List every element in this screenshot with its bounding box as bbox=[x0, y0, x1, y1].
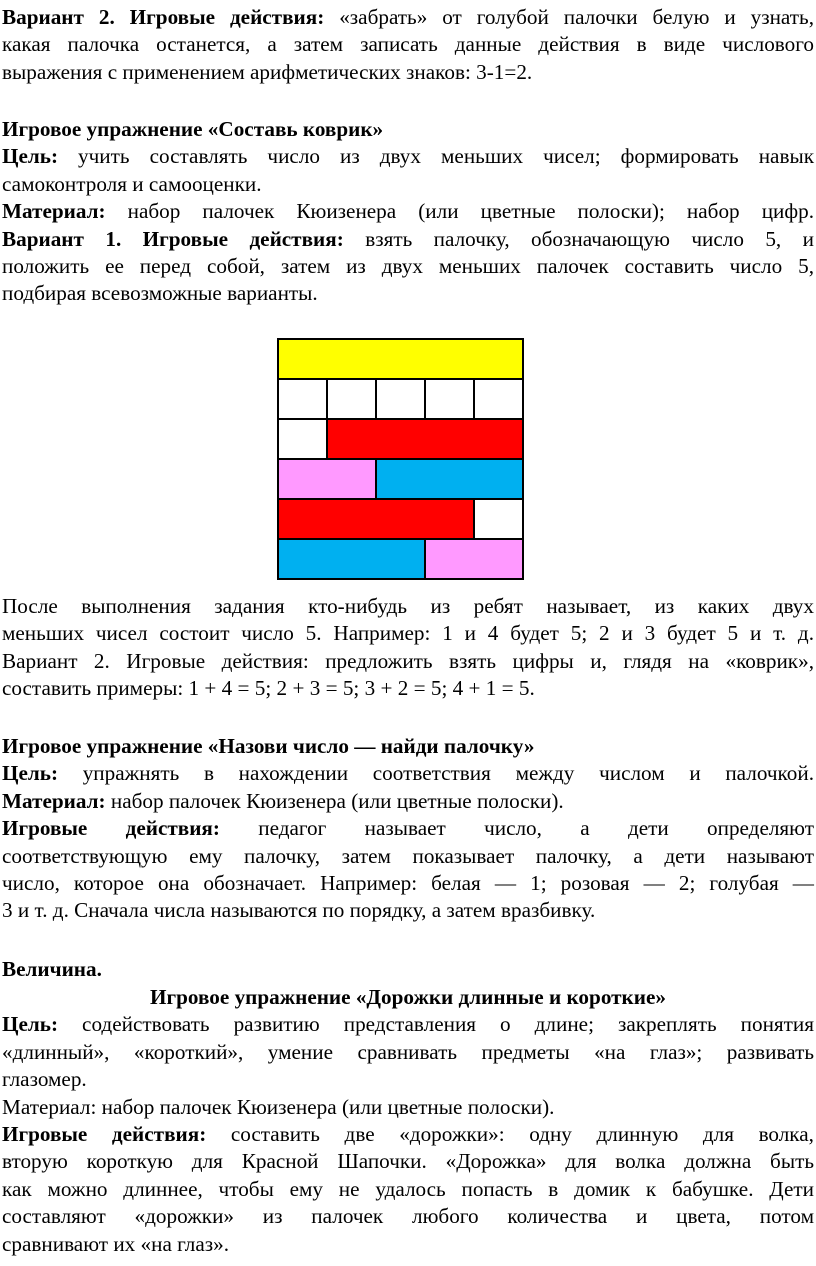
exercise1-variant-cont bbox=[2, 253, 814, 280]
goal-text: учить составлять число из двух меньших чисел; формировать навык bbox=[58, 144, 814, 169]
section-heading bbox=[2, 956, 814, 983]
exercise1-goal-cont bbox=[2, 171, 814, 198]
variant-label: Вариант 2. Игровые действия: bbox=[2, 5, 325, 29]
exercise2-actions-cont bbox=[2, 870, 814, 897]
exercise3-block bbox=[2, 984, 814, 1258]
exercise1-variant bbox=[2, 226, 814, 253]
material-label: Материал: bbox=[2, 788, 106, 813]
exercise3-goal-cont bbox=[2, 1039, 814, 1066]
mat-row bbox=[278, 539, 523, 579]
exercise3-goal bbox=[2, 1011, 814, 1038]
actions-text: вторую короткую для Красной Шапочки. «Дорожка» для волка должна быть bbox=[2, 1149, 814, 1174]
rod-white-1 bbox=[278, 419, 327, 459]
rod-pink-2 bbox=[278, 459, 376, 499]
exercise3-actions bbox=[2, 1121, 814, 1148]
actions-text: сравнивают их «на глаз». bbox=[2, 1231, 230, 1256]
exercise2-title-text: Игровое упражнение «Назови число — найди палочку» bbox=[2, 734, 535, 758]
intro-text: выражения с применением арифметических знаков: 3-1=2. bbox=[2, 59, 533, 84]
after-text: Вариант 2. Игровые действия: предложить взять цифры и, глядя на «коврик», bbox=[2, 648, 814, 673]
exercise1-variant-cont bbox=[2, 280, 814, 307]
goal-label: Цель: bbox=[2, 761, 59, 786]
goal-label: Цель: bbox=[2, 144, 59, 169]
intro-line bbox=[2, 4, 814, 31]
after-line bbox=[2, 648, 814, 675]
goal-text: упражнять в нахождении соответствия между числом и палочкой. bbox=[58, 761, 814, 786]
rod-red-4 bbox=[327, 419, 523, 459]
rod-blue-3 bbox=[376, 459, 523, 499]
exercise3-actions-cont bbox=[2, 1176, 814, 1203]
actions-text: 3 и т. д. Сначала числа называются по порядку, а затем вразбивку. bbox=[2, 898, 596, 923]
goal-text: самоконтроля и самооценки. bbox=[2, 171, 262, 196]
after-text: После выполнения задания кто-нибудь из ребят называет, из каких двух bbox=[2, 594, 814, 618]
exercise1-goal bbox=[2, 143, 814, 170]
exercise1-title bbox=[2, 116, 814, 143]
rod-pink-2 bbox=[425, 539, 523, 579]
cuisenaire-mat bbox=[277, 338, 524, 580]
variant-label: Вариант 1. Игровые действия: bbox=[2, 226, 344, 251]
after-text: составить примеры: 1 + 4 = 5; 2 + 3 = 5; 3 + 2 = 5; 4 + 1 = 5. bbox=[2, 676, 535, 701]
rod-white-1 bbox=[425, 379, 474, 419]
mat-row bbox=[278, 379, 523, 419]
exercise3-title bbox=[2, 984, 814, 1011]
rod-white-1 bbox=[278, 379, 327, 419]
variant-text: взять палочку, обозначающую число 5, и bbox=[343, 226, 814, 251]
exercise3-material bbox=[2, 1094, 814, 1121]
rod-white-1 bbox=[327, 379, 376, 419]
mat-row bbox=[278, 339, 523, 379]
exercise3-actions-cont bbox=[2, 1148, 814, 1175]
goal-text: глазомер. bbox=[2, 1067, 87, 1092]
goal-text: «длинный», «короткий», умение сравнивать предметы «на глаз»; развивать bbox=[2, 1039, 814, 1064]
material-text: набор палочек Кюизенера (или цветные полоски); набор цифр. bbox=[105, 199, 814, 224]
intro-line bbox=[2, 59, 814, 86]
exercise2-actions-cont bbox=[2, 843, 814, 870]
exercise2-goal bbox=[2, 760, 814, 787]
actions-text: составить две «дорожки»: одну длинную для волка, bbox=[206, 1122, 814, 1147]
rod-white-1 bbox=[376, 379, 425, 419]
rod-white-1 bbox=[474, 499, 523, 539]
actions-text: как можно длиннее, чтобы ему не удалось попасть в домик к бабушке. Дети bbox=[2, 1176, 814, 1201]
intro-text: «забрать» от голубой палочки белую и узнать, bbox=[324, 5, 814, 29]
exercise3-actions-cont bbox=[2, 1203, 814, 1230]
rod-blue-3 bbox=[278, 539, 425, 579]
actions-text: составляют «дорожки» из палочек любого количества и цвета, потом bbox=[2, 1204, 814, 1229]
variant-text: подбирая всевозможные варианты. bbox=[2, 281, 318, 306]
actions-text: педагог называет число, а дети определяют bbox=[219, 816, 814, 841]
mat-row bbox=[278, 499, 523, 539]
rod-yellow-5 bbox=[278, 339, 523, 379]
mat-row bbox=[278, 419, 523, 459]
exercise3-actions-cont bbox=[2, 1231, 814, 1258]
actions-label: Игровые действия: bbox=[2, 1122, 207, 1147]
after-line bbox=[2, 620, 814, 647]
goal-label: Цель: bbox=[2, 1012, 59, 1037]
after-line bbox=[2, 675, 814, 702]
exercise2-title bbox=[2, 733, 814, 760]
exercise2-actions-cont bbox=[2, 897, 814, 924]
exercise2-material bbox=[2, 788, 814, 815]
exercise2-actions bbox=[2, 815, 814, 842]
after-line bbox=[2, 593, 814, 620]
exercise1-after bbox=[2, 593, 814, 703]
rod-red-4 bbox=[278, 499, 474, 539]
intro-paragraph bbox=[2, 4, 814, 86]
goal-text: содействовать развитию представления о длине; закреплять понятия bbox=[58, 1012, 814, 1037]
exercise3-title-text: Игровое упражнение «Дорожки длинные и короткие» bbox=[150, 985, 666, 1009]
material-text: набор палочек Кюизенера (или цветные полоски). bbox=[105, 788, 564, 813]
after-text: меньших чисел состоит число 5. Например: 1 и 4 будет 5; 2 и 3 будет 5 и т. д. bbox=[2, 621, 814, 646]
material-label: Материал: bbox=[2, 199, 106, 224]
variant-text: положить ее перед собой, затем из двух меньших палочек составить число 5, bbox=[2, 254, 814, 279]
actions-text: число, которое она обозначает. Например: белая — 1; розовая — 2; голубая — bbox=[2, 871, 814, 896]
intro-line bbox=[2, 31, 814, 58]
exercise2-block bbox=[2, 733, 814, 925]
section-block bbox=[2, 956, 814, 983]
intro-text: какая палочка останется, а затем записать данные действия в виде числового bbox=[2, 32, 814, 57]
material-text: Материал: набор палочек Кюизенера (или цветные полоски). bbox=[2, 1094, 555, 1119]
exercise3-goal-cont bbox=[2, 1066, 814, 1093]
section-heading-text: Величина. bbox=[2, 957, 102, 981]
exercise1-block bbox=[2, 116, 814, 308]
rod-white-1 bbox=[474, 379, 523, 419]
actions-label: Игровые действия: bbox=[2, 816, 220, 841]
exercise1-title-text: Игровое упражнение «Составь коврик» bbox=[2, 117, 384, 141]
mat-row bbox=[278, 459, 523, 499]
actions-text: соответствующую ему палочку, затем показывает палочку, а дети называют bbox=[2, 843, 814, 868]
exercise1-material bbox=[2, 198, 814, 225]
